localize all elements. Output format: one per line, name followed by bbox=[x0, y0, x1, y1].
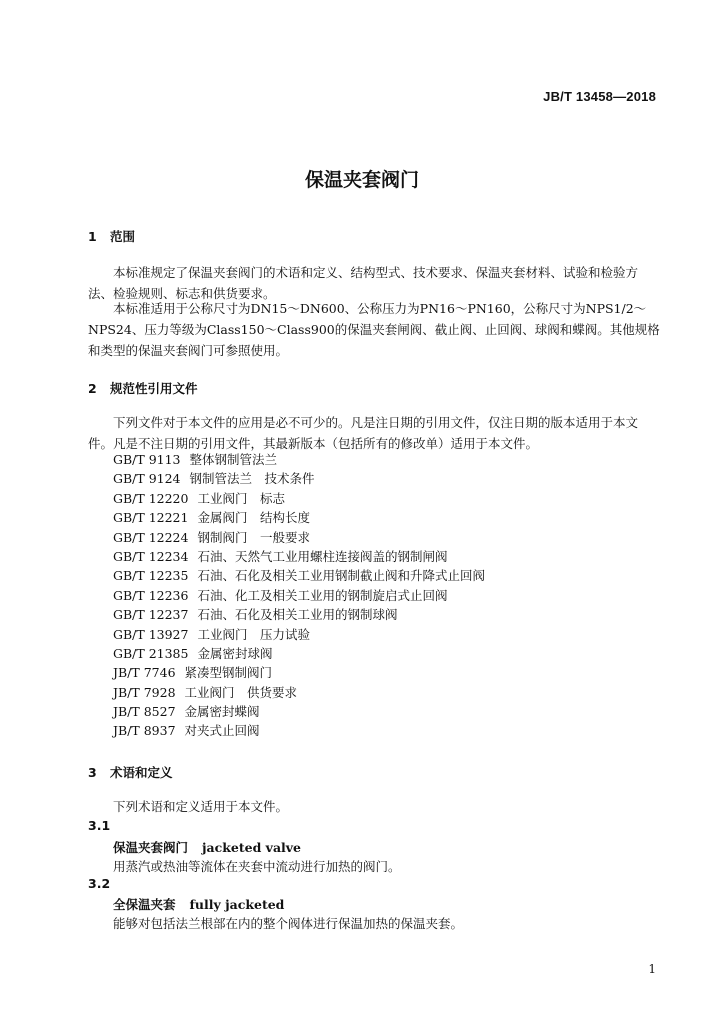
page-number: 1 bbox=[648, 962, 656, 976]
document-title: 保温夹套阀门 bbox=[304, 169, 419, 191]
paragraph-text: 本标准适用于公称尺寸为DN15～DN600、公称压力为PN16～PN160，公称尺寸为NPS1/2～NPS24、压力等级为Class150～Class900的保温夹套闸阀、截止阀、止回阀、球阀和蝶阀。其他规格和类型的保温夹套阀门可参照使用。 bbox=[88, 301, 660, 358]
section-3-heading bbox=[88, 763, 173, 781]
term-name-en: jacketed valve bbox=[202, 840, 302, 855]
reference-item bbox=[113, 663, 485, 682]
reference-title: 工业阀门 压力试验 bbox=[197, 626, 310, 642]
reference-code: GB/T 12236 bbox=[113, 587, 189, 603]
reference-title: 石油、天然气工业用螺柱连接阀盖的钢制闸阀 bbox=[197, 548, 448, 564]
reference-title: 紧凑型钢制阀门 bbox=[184, 665, 273, 681]
reference-title: 石油、石化及相关工业用钢制截止阀和升降式止回阀 bbox=[197, 568, 485, 584]
reference-code: JB/T 7928 bbox=[113, 684, 176, 700]
reference-item bbox=[113, 547, 485, 566]
reference-code: GB/T 13927 bbox=[113, 626, 189, 642]
section-1-paragraph-2 bbox=[88, 298, 660, 361]
term-name-zh: 保温夹套阀门 bbox=[113, 840, 189, 855]
section-title: 规范性引用文件 bbox=[110, 381, 198, 396]
reference-code: JB/T 7746 bbox=[113, 665, 176, 681]
reference-code: JB/T 8937 bbox=[113, 723, 176, 739]
section-number: 1 bbox=[88, 229, 97, 244]
reference-title: 钢制阀门 一般要求 bbox=[197, 529, 310, 545]
term-name-en: fully jacketed bbox=[189, 897, 285, 912]
reference-item bbox=[113, 702, 485, 721]
reference-item bbox=[113, 508, 485, 527]
reference-item bbox=[113, 625, 485, 644]
term-number: 3.2 bbox=[88, 876, 111, 891]
section-3-intro: 下列术语和定义适用于本文件。 bbox=[113, 799, 289, 814]
reference-title: 石油、化工及相关工业用的钢制旋启式止回阀 bbox=[197, 587, 448, 603]
term-number: 3.1 bbox=[88, 818, 111, 833]
paragraph-text: 下列文件对于本文件的应用是必不可少的。凡是注日期的引用文件，仅注日期的版本适用于本文件。凡是不注日期的引用文件，其最新版本（包括所有的修改单）适用于本文件。 bbox=[88, 415, 639, 451]
reference-item bbox=[113, 644, 485, 663]
reference-code: GB/T 12235 bbox=[113, 568, 189, 584]
reference-code: GB/T 12224 bbox=[113, 529, 189, 545]
reference-item bbox=[113, 528, 485, 547]
section-number: 2 bbox=[88, 381, 97, 396]
section-2-paragraph-1 bbox=[88, 412, 660, 454]
reference-title: 对夹式止回阀 bbox=[184, 723, 260, 739]
reference-item bbox=[113, 605, 485, 624]
reference-title: 钢制管法兰 技术条件 bbox=[189, 471, 315, 487]
reference-item bbox=[113, 721, 485, 740]
reference-item bbox=[113, 586, 485, 605]
reference-title: 石油、石化及相关工业用的钢制球阀 bbox=[197, 607, 398, 623]
reference-code: GB/T 12234 bbox=[113, 548, 189, 564]
reference-title: 工业阀门 供货要求 bbox=[184, 684, 298, 700]
section-2-heading bbox=[88, 379, 198, 397]
standard-code: JB/T 13458—2018 bbox=[543, 89, 656, 104]
reference-item bbox=[113, 683, 485, 702]
reference-code: GB/T 9124 bbox=[113, 471, 181, 487]
reference-item bbox=[113, 469, 485, 488]
reference-code: GB/T 12220 bbox=[113, 490, 189, 506]
paragraph-text: 本标准规定了保温夹套阀门的术语和定义、结构型式、技术要求、保温夹套材料、试验和检验方法、检验规则、标志和供货要求。 bbox=[88, 265, 639, 301]
section-title: 术语和定义 bbox=[110, 765, 173, 780]
reference-code: GB/T 12237 bbox=[113, 607, 189, 623]
reference-title: 金属阀门 结构长度 bbox=[197, 510, 310, 526]
section-title: 范围 bbox=[110, 229, 136, 244]
term-name-zh: 全保温夹套 bbox=[113, 897, 176, 912]
normative-references-list bbox=[113, 450, 485, 741]
reference-title: 整体钢制管法兰 bbox=[189, 452, 278, 467]
term-definition: 用蒸汽或热油等流体在夹套中流动进行加热的阀门。 bbox=[113, 859, 401, 874]
reference-title: 金属密封蝶阀 bbox=[184, 704, 260, 720]
reference-item bbox=[113, 566, 485, 585]
reference-code: JB/T 8527 bbox=[113, 704, 176, 720]
section-number: 3 bbox=[88, 765, 97, 780]
term-name bbox=[113, 895, 284, 913]
reference-item bbox=[113, 450, 485, 469]
reference-code: GB/T 21385 bbox=[113, 645, 189, 661]
reference-code: GB/T 9113 bbox=[113, 452, 181, 467]
reference-title: 金属密封球阀 bbox=[197, 645, 273, 661]
section-1-heading bbox=[88, 227, 135, 245]
reference-code: GB/T 12221 bbox=[113, 510, 189, 526]
term-name bbox=[113, 838, 301, 856]
reference-item bbox=[113, 489, 485, 508]
term-definition: 能够对包括法兰根部在内的整个阀体进行保温加热的保温夹套。 bbox=[113, 916, 464, 931]
reference-title: 工业阀门 标志 bbox=[197, 490, 285, 506]
